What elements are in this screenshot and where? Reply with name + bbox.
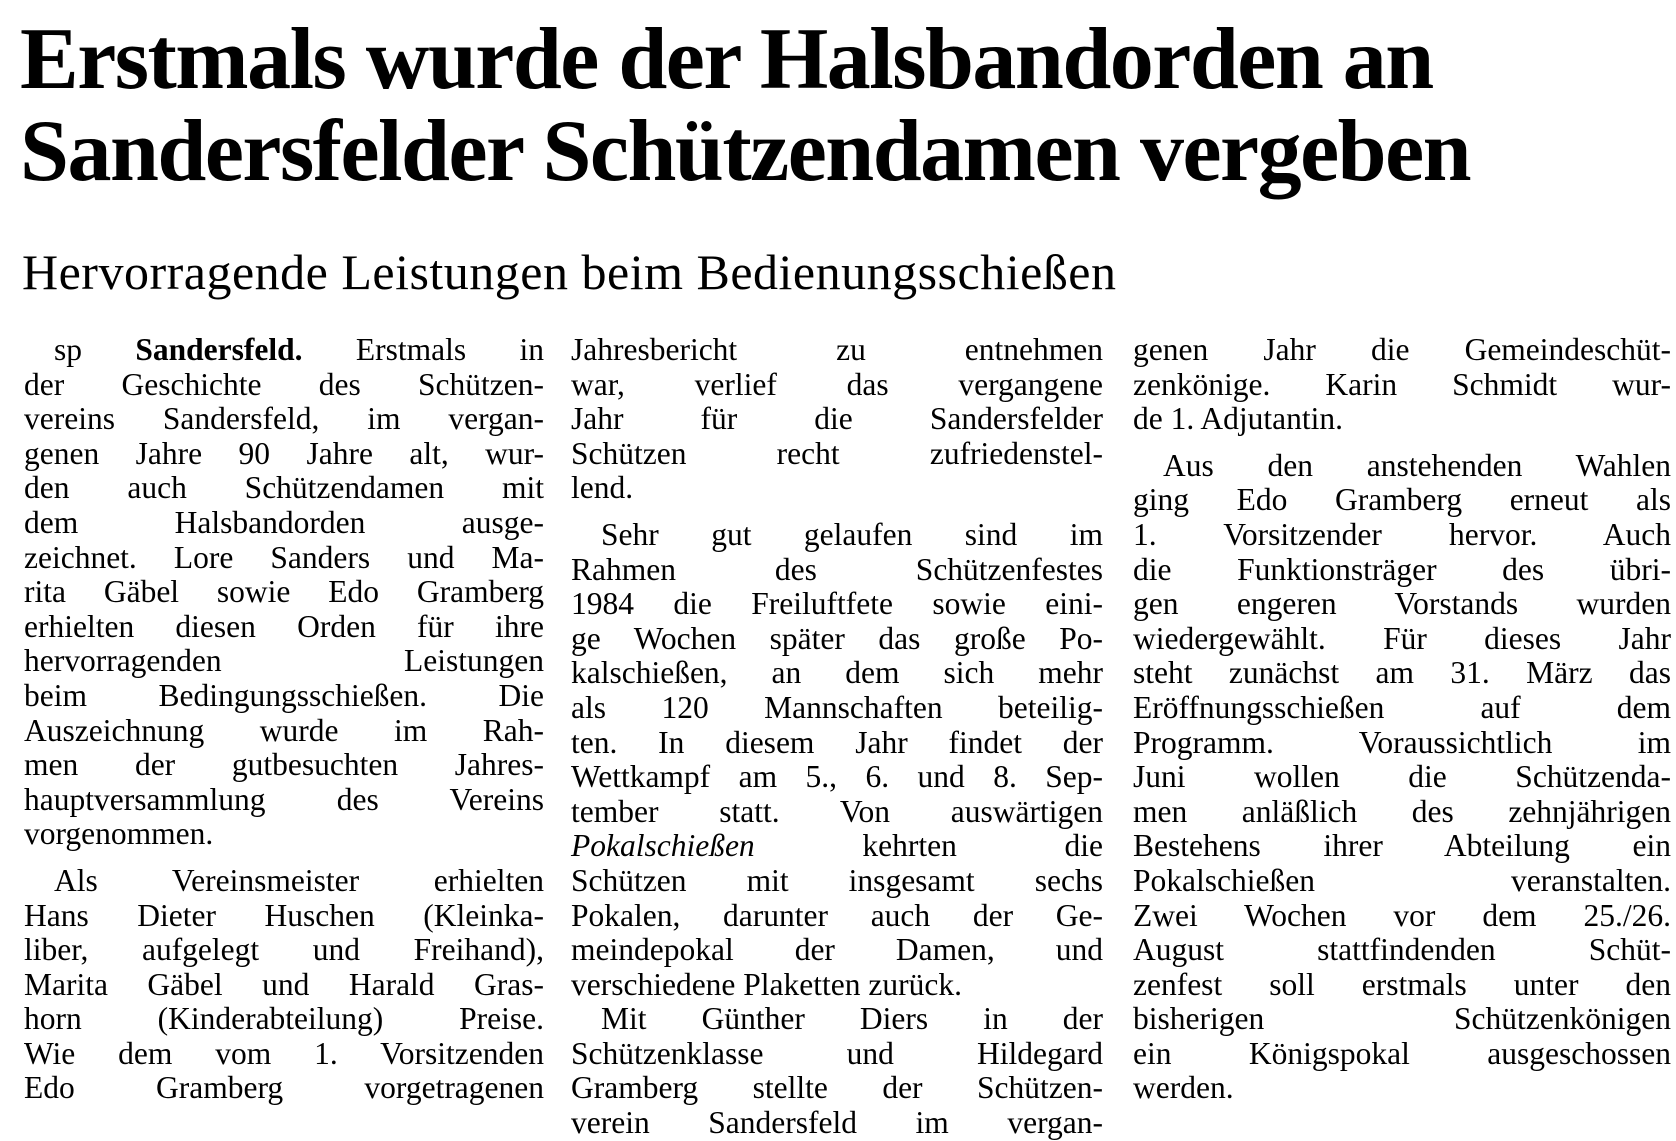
text-line: meindepokal der Damen, und [571,932,1103,968]
text-line: Edo Gramberg vorgetragenen [24,1070,544,1106]
text-line: Pokalschießen veranstalten. [1133,862,1671,898]
text-line: die Funktionsträger des übri- [1133,551,1671,587]
text-line: men der gutbesuchten Jahres- [24,747,544,783]
text-line: Programm. Voraussichtlich im [1133,724,1671,760]
text-line: de 1. Adjutantin. [1133,401,1343,437]
text-line: Juni wollen die Schützenda- [1133,759,1671,795]
text-line: zeichnet. Lore Sanders und Ma- [24,539,544,575]
headline-line-1: Erstmals wurde der Halsbandorden an [20,11,1433,108]
text-line [24,333,544,368]
text-line: vereins Sandersfeld, im vergan- [24,401,544,437]
text-line: zenkönige. Karin Schmidt wur- [1133,366,1671,402]
text-line: horn (Kinderabteilung) Preise. [24,1001,544,1037]
text-fragment: Erstmals in [355,332,544,367]
text-line: kalschießen, an dem sich mehr [571,655,1103,691]
text-line: liber, aufgelegt und Freihand), [24,932,544,968]
text-line: hervorragenden Leistungen [24,643,544,679]
text-line: Schützen recht zufriedenstel- [571,435,1103,471]
text-line: Schützenklasse und Hildegard [571,1035,1103,1071]
text-fragment: kehrten die [862,828,1103,864]
byline: sp [54,332,83,367]
text-line: ge Wochen später das große Po- [571,620,1103,656]
text-line: vorgenommen. [24,816,214,852]
italic-term: Pokalschießen [571,828,755,864]
text-line: tember statt. Von auswärtigen [571,793,1103,829]
text-line: Sehr gut gelaufen sind im [601,516,1103,552]
text-line: Mit Günther Diers in der [601,1001,1103,1037]
text-line: men anläßlich des zehnjährigen [1133,793,1671,829]
text-line: wiedergewählt. Für dieses Jahr [1133,620,1671,656]
dateline: Sandersfeld. [135,332,303,367]
text-line: dem Halsbandorden ausge- [24,504,544,540]
text-line: bisherigen Schützenkönigen [1133,1001,1671,1037]
headline-line-2: Sandersfelder Schützendamen vergeben [20,103,1471,200]
article-column-1 [24,333,544,1106]
text-line: ten. In diesem Jahr findet der [571,724,1103,760]
text-line: steht zunächst am 31. März das [1133,655,1671,691]
paragraph-gap [1133,437,1671,449]
text-line: Pokalen, darunter auch der Ge- [571,897,1103,933]
text-line: August stattfindenden Schüt- [1133,932,1671,968]
text-line: ging Edo Gramberg erneut als [1133,482,1671,518]
text-line: beim Bedingungsschießen. Die [24,677,544,713]
text-line: Marita Gäbel und Harald Gras- [24,966,544,1002]
text-line: verein Sandersfeld im vergan- [571,1105,1103,1141]
text-line: 1984 die Freiluftfete sowie eini- [571,586,1103,622]
text-line: erhielten diesen Orden für ihre [24,608,544,644]
text-line: Wettkampf am 5., 6. und 8. Sep- [571,759,1103,795]
text-line: rita Gäbel sowie Edo Gramberg [24,574,544,610]
text-line: der Geschichte des Schützen- [24,366,544,402]
text-line: ein Königspokal ausgeschossen [1133,1035,1671,1071]
text-line: genen Jahr die Gemeindeschüt- [1133,332,1671,367]
text-line: Schützen mit insgesamt sechs [571,862,1103,898]
text-line: zenfest soll erstmals unter den [1133,966,1671,1002]
text-line: Gramberg stellte der Schützen- [571,1070,1103,1106]
text-line: Jahr für die Sandersfelder [571,401,1103,437]
article-column-2 [571,333,1103,1141]
text-line: 1. Vorsitzender hervor. Auch [1133,516,1671,552]
text-line: Als Vereinsmeister erhielten [54,862,544,898]
text-line: lend. [571,470,634,506]
text-line: Aus den anstehenden Wahlen [1163,447,1671,483]
text-line: werden. [1133,1070,1234,1106]
text-line: Wie dem vom 1. Vorsitzenden [24,1035,544,1071]
text-line: Bestehens ihrer Abteilung ein [1133,828,1671,864]
text-line: als 120 Mannschaften beteilig- [571,689,1103,725]
text-line: Auszeichnung wurde im Rah- [24,712,544,748]
text-line: Jahresbericht zu entnehmen [571,332,1103,367]
text-line: Eröffnungsschießen auf dem [1133,689,1671,725]
headline [20,11,1660,200]
text-line: genen Jahre 90 Jahre alt, wur- [24,435,544,471]
text-line: gen engeren Vorstands wurden [1133,586,1671,622]
text-line: den auch Schützendamen mit [24,470,544,506]
text-line [571,829,1103,864]
text-line: hauptversammlung des Vereins [24,781,544,817]
article-column-3 [1133,333,1671,1106]
text-line: Zwei Wochen vor dem 25./26. [1133,897,1671,933]
text-line: war, verlief das vergangene [571,366,1103,402]
subheadline: Hervorragende Leistungen beim Bedienungsschießen [22,244,1117,300]
text-line: verschiedene Plaketten zurück. [571,966,962,1002]
text-line: Hans Dieter Huschen (Kleinka- [24,897,544,933]
text-line: Rahmen des Schützenfestes [571,551,1103,587]
